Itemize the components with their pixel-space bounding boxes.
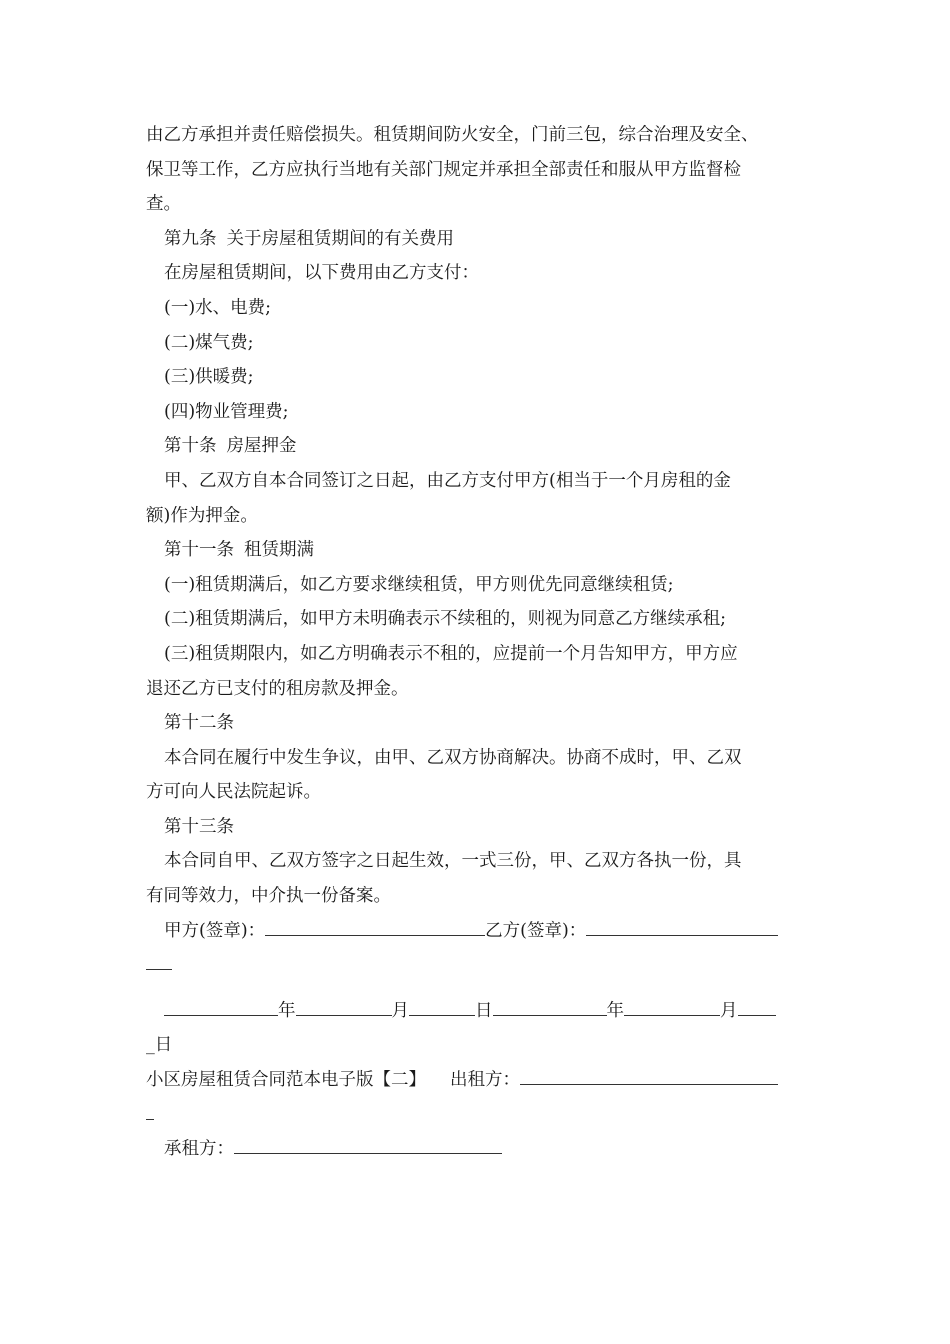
list-item: (一)水、电费; — [164, 297, 272, 318]
paragraph-line: 方可向人民法院起诉。 — [146, 782, 321, 803]
day-blank-a[interactable] — [409, 997, 475, 1016]
article-9-heading: 第九条 关于房屋租赁期间的有关费用 — [164, 228, 454, 249]
lessor-label: 出租方： — [450, 1070, 520, 1091]
day-blank-b[interactable] — [738, 997, 776, 1016]
list-item: (四)物业管理费; — [164, 401, 289, 422]
list-item: (二)租赁期满后，如甲方未明确表示不续租的，则视为同意乙方继续承租; — [164, 609, 727, 630]
article-13-heading: 第十三条 — [164, 816, 234, 837]
date-line: 年 月 日 年 月 — [146, 994, 806, 1029]
signature-line — [146, 914, 806, 949]
party-a-label: 甲方(签章)： — [164, 920, 266, 941]
spacer — [146, 983, 806, 994]
document-page — [146, 118, 806, 1167]
paragraph-line: 查。 — [146, 194, 181, 215]
lessee-blank[interactable] — [234, 1135, 502, 1154]
paragraph-line: 额)作为押金。 — [146, 505, 258, 526]
lessor-blank[interactable] — [520, 1066, 778, 1085]
party-a-signature-blank[interactable] — [265, 917, 485, 936]
contract-2-title-line — [146, 1063, 806, 1098]
paragraph-line: 保卫等工作，乙方应执行当地有关部门规定并承担全部责任和服从甲方监督检 — [146, 159, 741, 180]
paragraph-line: 退还乙方已支付的租房款及押金。 — [146, 678, 409, 699]
list-item: (三)供暖费; — [164, 367, 254, 388]
contract-2-title: 小区房屋租赁合同范本电子版【二】 — [146, 1070, 426, 1091]
year-blank-a[interactable] — [164, 997, 278, 1016]
year-blank-b[interactable] — [493, 997, 607, 1016]
signature-line-wrap — [146, 948, 806, 983]
article-11-heading: 第十一条 租赁期满 — [164, 540, 314, 561]
paragraph-line: 由乙方承担并责任赔偿损失。租赁期间防火安全，门前三包，综合治理及安全、 — [146, 125, 759, 145]
month-blank-a[interactable] — [296, 997, 392, 1016]
party-b-label: 乙方(签章)： — [485, 920, 587, 941]
party-b-signature-blank[interactable] — [586, 917, 778, 936]
date-line-wrap: _日 — [146, 1035, 173, 1056]
signature-blank-wrap — [146, 951, 172, 970]
paragraph-line: 本合同自甲、乙双方签字之日起生效，一式三份，甲、乙双方各执一份，具 — [164, 851, 742, 872]
paragraph-line: 甲、乙双方自本合同签订之日起，由乙方支付甲方(相当于一个月房租的金 — [164, 470, 731, 491]
month-blank-b[interactable] — [624, 997, 720, 1016]
lessor-line-wrap — [146, 1098, 806, 1133]
list-item: (一)租赁期满后，如乙方要求继续租赁，甲方则优先同意继续租赁; — [164, 574, 674, 595]
list-item: (二)煤气费; — [164, 332, 254, 353]
paragraph-line: 有同等效力，中介执一份备案。 — [146, 886, 391, 907]
article-12-heading: 第十二条 — [164, 713, 234, 734]
lessee-label: 承租方： — [164, 1139, 234, 1160]
article-10-heading: 第十条 房屋押金 — [164, 436, 297, 457]
paragraph-line: 本合同在履行中发生争议，由甲、乙双方协商解决。协商不成时，甲、乙双 — [164, 747, 742, 768]
lessee-line — [146, 1132, 806, 1167]
list-item: (三)租赁期限内，如乙方明确表示不租的，应提前一个月告知甲方，甲方应 — [164, 643, 738, 664]
article-9-intro: 在房屋租赁期间，以下费用由乙方支付： — [164, 263, 479, 284]
lessor-blank-wrap — [146, 1101, 154, 1120]
